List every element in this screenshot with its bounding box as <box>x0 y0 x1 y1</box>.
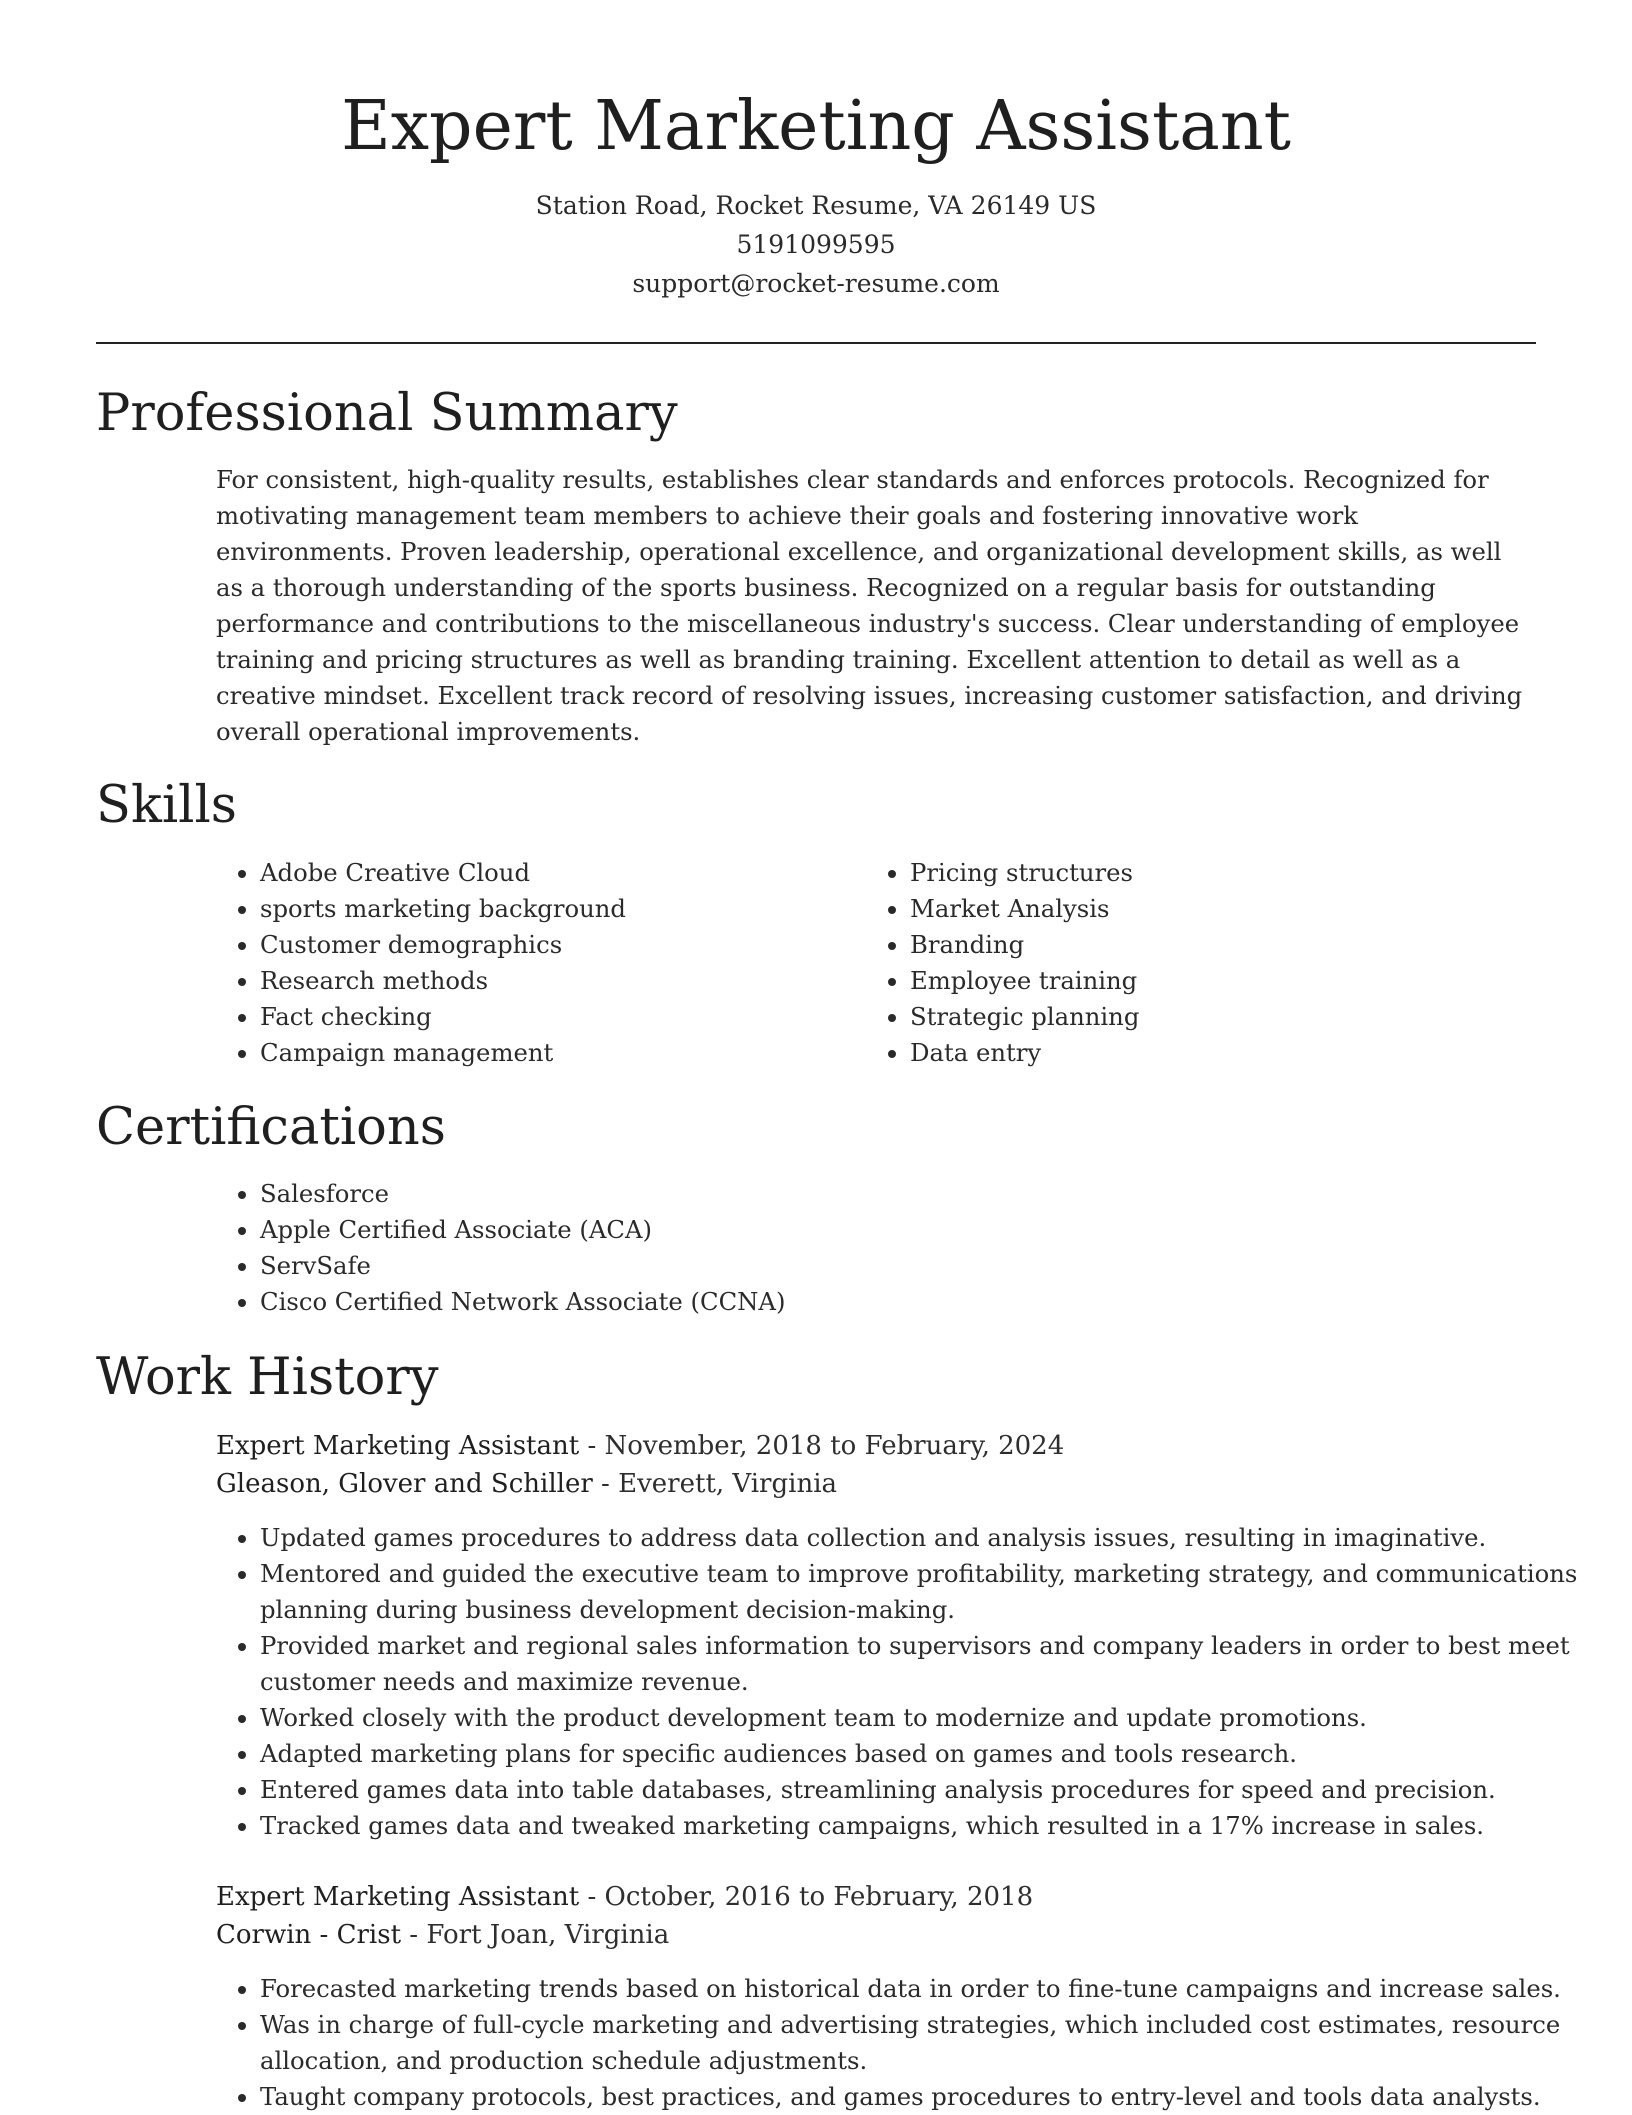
list-item: • Was in charge of full-cycle marketing and advertising strategies, which included cost estimates, resource allocation, and production schedule adjustments. <box>260 2007 1590 2079</box>
list-item: • Pricing structures <box>910 855 1510 891</box>
job-location: Fort Joan, Virginia <box>426 1920 670 1950</box>
list-item: • Forecasted marketing trends based on historical data in order to fine-tune campaigns and increase sales. <box>260 1971 1590 2007</box>
job-employer <box>216 1465 837 1503</box>
list-item: • Tracked games data and tweaked marketing campaigns, which resulted in a 17% increase in sales. <box>260 1808 1590 1844</box>
section-title-skills: Skills <box>96 776 237 835</box>
list-item: • Strategic planning <box>910 999 1510 1035</box>
list-item: • Research methods <box>260 963 860 999</box>
job-bullets <box>216 1971 1590 2115</box>
list-item: • Cisco Certified Network Associate (CCNA) <box>260 1284 1560 1320</box>
skills-list-left <box>216 855 860 1071</box>
separator: - <box>579 1431 605 1461</box>
list-item: • Customer demographics <box>260 927 860 963</box>
job-role: Expert Marketing Assistant <box>216 1431 580 1461</box>
separator: - <box>401 1920 427 1950</box>
list-item: • Mentored and guided the executive team to improve profitability, marketing strategy, and communications planning during business development decision-making. <box>260 1556 1590 1628</box>
job-heading <box>216 1427 1064 1465</box>
list-item: • Provided market and regional sales information to supervisors and company leaders in order to best meet customer needs and maximize revenue. <box>260 1628 1590 1700</box>
header-divider <box>96 342 1536 344</box>
list-item: • ServSafe <box>260 1248 1560 1284</box>
list-item: • Updated games procedures to address data collection and analysis issues, resulting in imaginative. <box>260 1520 1590 1556</box>
candidate-name: Expert Marketing Assistant <box>341 87 1291 166</box>
job-employer <box>216 1916 669 1954</box>
list-item: • Data entry <box>910 1035 1510 1071</box>
list-item: • Branding <box>910 927 1510 963</box>
resume-header <box>0 0 1632 303</box>
job-company: Corwin - Crist <box>216 1920 402 1950</box>
list-item: • Fact checking <box>260 999 860 1035</box>
list-item: • sports marketing background <box>260 891 860 927</box>
section-title-summary: Professional Summary <box>96 384 678 443</box>
email: support@rocket-resume.com <box>632 269 1000 298</box>
list-item: • Adapted marketing plans for specific audiences based on games and tools research. <box>260 1736 1590 1772</box>
list-item: • Market Analysis <box>910 891 1510 927</box>
job-dates: October, 2016 to February, 2018 <box>604 1882 1034 1912</box>
list-item: • Adobe Creative Cloud <box>260 855 860 891</box>
job-role: Expert Marketing Assistant <box>216 1882 580 1912</box>
section-title-work-history: Work History <box>96 1348 439 1407</box>
section-title-certifications: Certifications <box>96 1098 446 1157</box>
job-location: Everett, Virginia <box>618 1469 838 1499</box>
job-company: Gleason, Glover and Schiller <box>216 1469 593 1499</box>
list-item: • Salesforce <box>260 1176 1560 1212</box>
list-item: • Entered games data into table databases, streamlining analysis procedures for speed and precision. <box>260 1772 1590 1808</box>
separator: - <box>592 1469 619 1499</box>
list-item: • Employee training <box>910 963 1510 999</box>
list-item: • Worked closely with the product development team to modernize and update promotions. <box>260 1700 1590 1736</box>
list-item: • Taught company protocols, best practices, and games procedures to entry-level and tools data analysts. <box>260 2079 1590 2115</box>
phone: 5191099595 <box>736 230 896 259</box>
list-item: • Apple Certified Associate (ACA) <box>260 1212 1560 1248</box>
separator: - <box>579 1882 605 1912</box>
contact-block <box>0 186 1632 303</box>
summary-text: For consistent, high-quality results, establishes clear standards and enforces protocols. Recognized for motivating management team members to achieve their goals and fostering innovative work environments. Proven leadership, operational excellence, and organizational development skills, as well as a thorough understanding of the sports business. Recognized on a regular basis for outstanding performance and contributions to the miscellaneous industry's success. Clear understanding of employee training and pricing structures as well as branding training. Excellent attention to detail as well as a creative mindset. Excellent track record of resolving issues, increasing customer satisfaction, and driving overall operational improvements. <box>216 465 1523 746</box>
job-dates: November, 2018 to February, 2024 <box>604 1431 1065 1461</box>
address: Station Road, Rocket Resume, VA 26149 US <box>535 191 1097 220</box>
job-heading <box>216 1878 1033 1916</box>
certifications-list <box>216 1176 1560 1320</box>
list-item: • Campaign management <box>260 1035 860 1071</box>
job-bullets <box>216 1520 1590 1844</box>
skills-list-right <box>866 855 1510 1071</box>
